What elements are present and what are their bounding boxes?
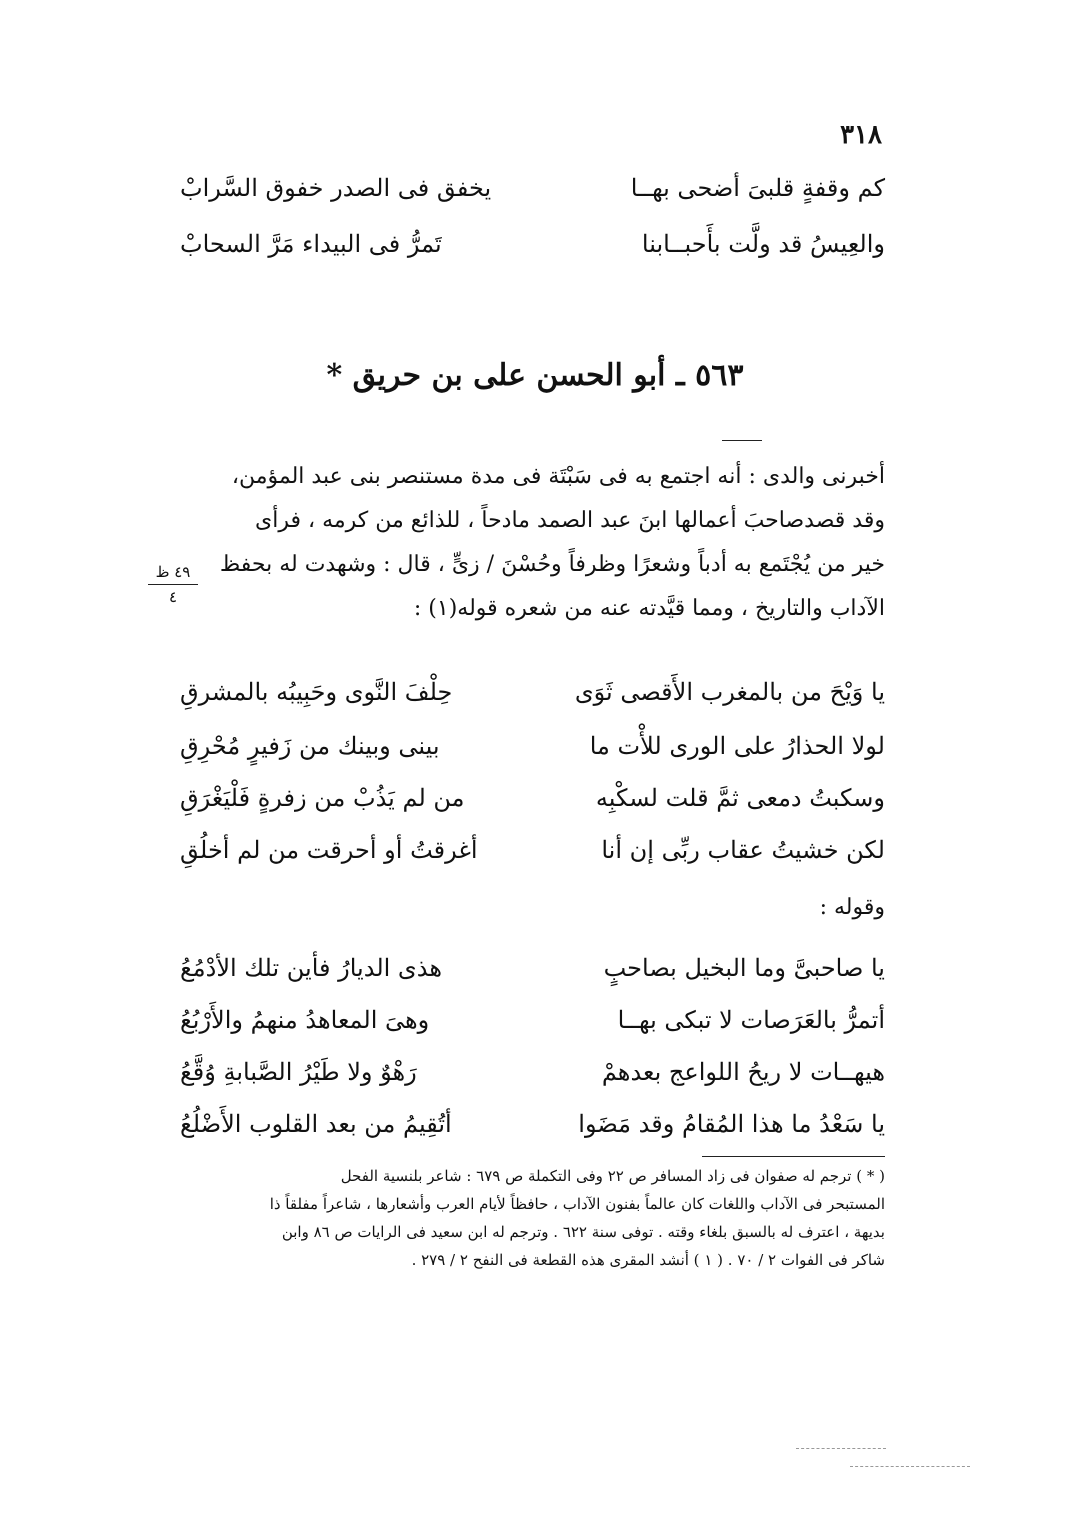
poem1-verse-2 xyxy=(180,722,885,770)
top-verse-1 xyxy=(180,164,885,212)
verse-first-hemistich: أتمرُّ بالعَرَصات لا تبكى بهــا xyxy=(617,1006,885,1034)
verse-second-hemistich: حِلْفَ النَّوى وحَبِيبُه بالمشرقِ xyxy=(180,678,453,706)
page-number: ٣١٨ xyxy=(840,120,882,150)
poem2-verse-2 xyxy=(180,996,885,1044)
prose-paragraph xyxy=(180,455,885,631)
verse-second-hemistich: من لم يَذُبْ من زفرةٍ فَلْيَغْرَقِ xyxy=(180,784,465,812)
verse-second-hemistich: تَمرُّ فى البيداء مَرَّ السحابْ xyxy=(180,230,442,258)
poem2-verse-1 xyxy=(180,944,885,992)
scan-artifact xyxy=(796,1448,886,1449)
poem1-verse-4 xyxy=(180,826,885,874)
prose-line: الآداب والتاريخ ، ومما قيَّدته عنه من شعره قوله(١) : xyxy=(413,596,885,621)
top-verse-2 xyxy=(180,220,885,268)
verse-first-hemistich: يا سَعْدُ ما هذا المُقامُ وقد مَضَوا xyxy=(578,1110,885,1138)
verse-first-hemistich: لولا الحذارُ على الورى للأْت ما xyxy=(589,732,885,760)
verse-second-hemistich: بينى وبينك من زَفيرٍ مُحْرِقِ xyxy=(180,732,440,760)
margin-rule xyxy=(148,584,198,585)
verse-second-hemistich: وهىَ المعاهدُ منهمُ والأَرْبُعُ xyxy=(180,1006,430,1034)
poem1-verse-3 xyxy=(180,774,885,822)
verse-second-hemistich: يخفق فى الصدر خفوق السَّرابْ xyxy=(180,174,492,202)
poem2-verse-4 xyxy=(180,1100,885,1148)
footnote-line: ( * ) ترجم له صفوان فى زاد المسافر ص ٢٢ وفى التكملة ص ٦٧٩ : شاعر بلنسية الفحل xyxy=(340,1167,885,1185)
verse-second-hemistich: أغرقتُ أو أحرقت من لم أخلُقِ xyxy=(180,836,478,864)
scan-artifact xyxy=(850,1466,970,1467)
prose-line: وقد قصدصاحبَ أعمالها ابنَ عبد الصمد مادحاً ، للذائع من كرمه ، فرأى xyxy=(255,508,885,533)
verse-first-hemistich: لكن خشيتُ عقاب ربِّى إن أنا xyxy=(601,836,885,864)
verse-first-hemistich: يا وَيْحَ من بالمغرب الأَقصى ثَوَى xyxy=(574,678,885,706)
footnote-divider xyxy=(702,1156,885,1157)
verse-second-hemistich: رَهْوٌ ولا طَيْرُ الصَّبابةِ وُقَّعُ xyxy=(180,1058,417,1086)
poem2-verse-3 xyxy=(180,1048,885,1096)
verse-first-hemistich: هيهــات لا ريحُ اللواعج بعدهمْ xyxy=(601,1058,885,1086)
verse-first-hemistich: يا صاحبىَّ وما البخيل بصاحبٍ xyxy=(603,954,885,982)
margin-folio: ٤٩ ظ xyxy=(155,563,191,581)
footnotes xyxy=(180,1162,885,1274)
verse-first-hemistich: كم وقفةٍ قلبىَ أضحى بهــا xyxy=(630,174,885,202)
verse-second-hemistich: هذى الديارُ فأين تلك الأدْمُعُ xyxy=(180,954,442,982)
margin-line: ٤ xyxy=(168,588,178,606)
verse-first-hemistich: وسكبتُ دمعى ثمَّ قلت لسكْبِه xyxy=(595,784,885,812)
footnote-line: شاكر فى الفوات ٢ / ٧٠ . ( ١ ) أنشد المقرى هذه القطعة فى النفح ٢ / ٢٧٩ . xyxy=(411,1251,885,1269)
footnote-line: بديهة ، اعترف له بالسبق بلغاء وقته . توفى سنة ٦٢٢ . وترجم له ابن سعيد فى الرايات ص ٨٦ وابن xyxy=(281,1223,885,1241)
verse-second-hemistich: أتُقِيمُ من بعد القلوب الأَضْلُعُ xyxy=(180,1110,452,1138)
verse-first-hemistich: والعِيسُ قد ولَّت بأَحبــابنا xyxy=(641,230,885,258)
title-divider xyxy=(722,440,762,441)
footnote-line: المستبحر فى الآداب واللغات كان عالماً بفنون الآداب ، حافظاً لأيام العرب وأشعارها ، شاعراً مفلقاً ذا xyxy=(269,1195,885,1213)
prose-line: خير من يُجْتَمع به أدباً وشعرًا وظرفاً وحُسْنَ / زىٍّ ، قال : وشهدت له بحفظ xyxy=(219,552,885,577)
poem1-verse-1 xyxy=(180,668,885,716)
poem2-intro: وقوله : xyxy=(819,895,885,920)
manuscript-margin-note xyxy=(148,562,198,607)
prose-line: أخبرنى والدى : أنه اجتمع به فى سَبْتَة فى مدة مستنصر بنى عبد المؤمن، xyxy=(231,464,885,489)
section-title: ٥٦٣ ـ أبو الحسن على بن حريق * xyxy=(326,358,744,393)
